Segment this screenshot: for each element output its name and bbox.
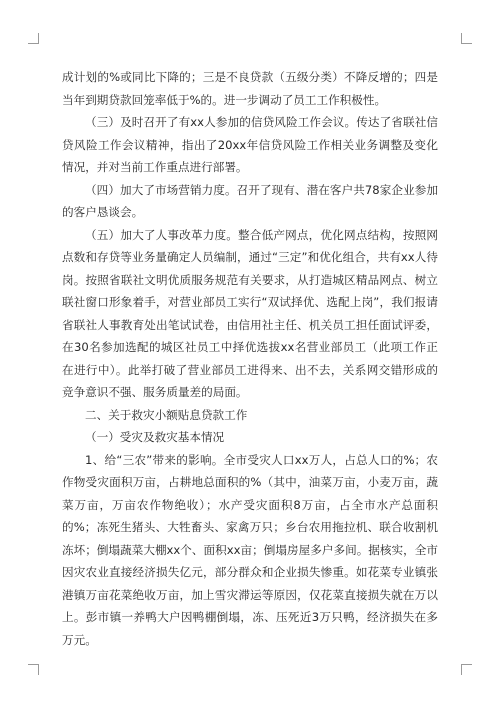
paragraph-marketing: （四）加大了市场营销力度。召开了现有、潜在客户共78家企业参加的客户恳谈会。	[62, 182, 438, 219]
subsection-heading-disaster-situation: （一）受灾及救灾基本情况	[85, 430, 225, 444]
crop-mark-bottom-left	[28, 664, 39, 675]
paragraph-personnel-reform: （五）加大了人事改革力度。整合低产网点，优化网点结构，按照网点数和存贷等业务量确定人员编制，通过“三定”和优化组合，共有xx人待岗。按照省联社文明优质服务规范有关要求，从打造城区精品网点、树立联社窗口形象着手，对营业部员工实行“双试择优、选配上岗”，我们报请省联社人事教育处出笔试试卷，由信用社主任、机关员工担任面试评委，在30名参加选配的城区社员工中择优选拔xx名营业部员工（此项工作正在进行中）。此举打破了营业部员工进得来、出不去，关系网交错形成的竞争意识不强、服务质量差的局面。	[62, 227, 438, 399]
document-page	[62, 66, 438, 651]
paragraph-credit-risk-meeting: （三）及时召开了有xx人参加的信贷风险工作会议。传达了省联社信贷风险工作会议精神，指出了20xx年信贷风险工作相关业务调整及变化情况，并对当前工作重点进行部署。	[62, 115, 438, 174]
crop-mark-top-left	[28, 33, 39, 44]
section-heading-disaster-loans: 二、关于救灾小额贴息贷款工作	[85, 407, 248, 422]
paragraph-performance-outcome: 成计划的%或同比下降的；三是不良贷款（五级分类）不降反增的；四是当年到期贷款回笼率低于%的。进一步调动了员工工作积极性。	[62, 70, 438, 107]
paragraph-agriculture-impact: 1、给“三农”带来的影响。全市受灾人口xx万人，占总人口的%；农作物受灾面积万亩，占耕地总面积的%（其中，油菜万亩，小麦万亩，蔬菜万亩，万亩农作物绝收）；水产受灾面积8万亩，占全市水产总面积的%；冻死生猪头、大牲畜头、家禽万只；乡台农用拖拉机、联合收割机冻坏；倒塌蔬菜大棚xx个、面积xx亩；倒塌房屋多户多间。据核实，全市因灾农业直接经济损失亿元，部分群众和企业损失惨重。如花菜专业镇张港镇万亩花菜绝收万亩，加上雪灾滞运等原因，仅花菜直接损失就在万以上。彭市镇一养鸭大户因鸭棚倒塌，冻、压死近3万只鸭，经济损失在多万元。	[62, 452, 438, 647]
crop-mark-bottom-right	[461, 664, 472, 675]
crop-mark-top-right	[461, 33, 472, 44]
